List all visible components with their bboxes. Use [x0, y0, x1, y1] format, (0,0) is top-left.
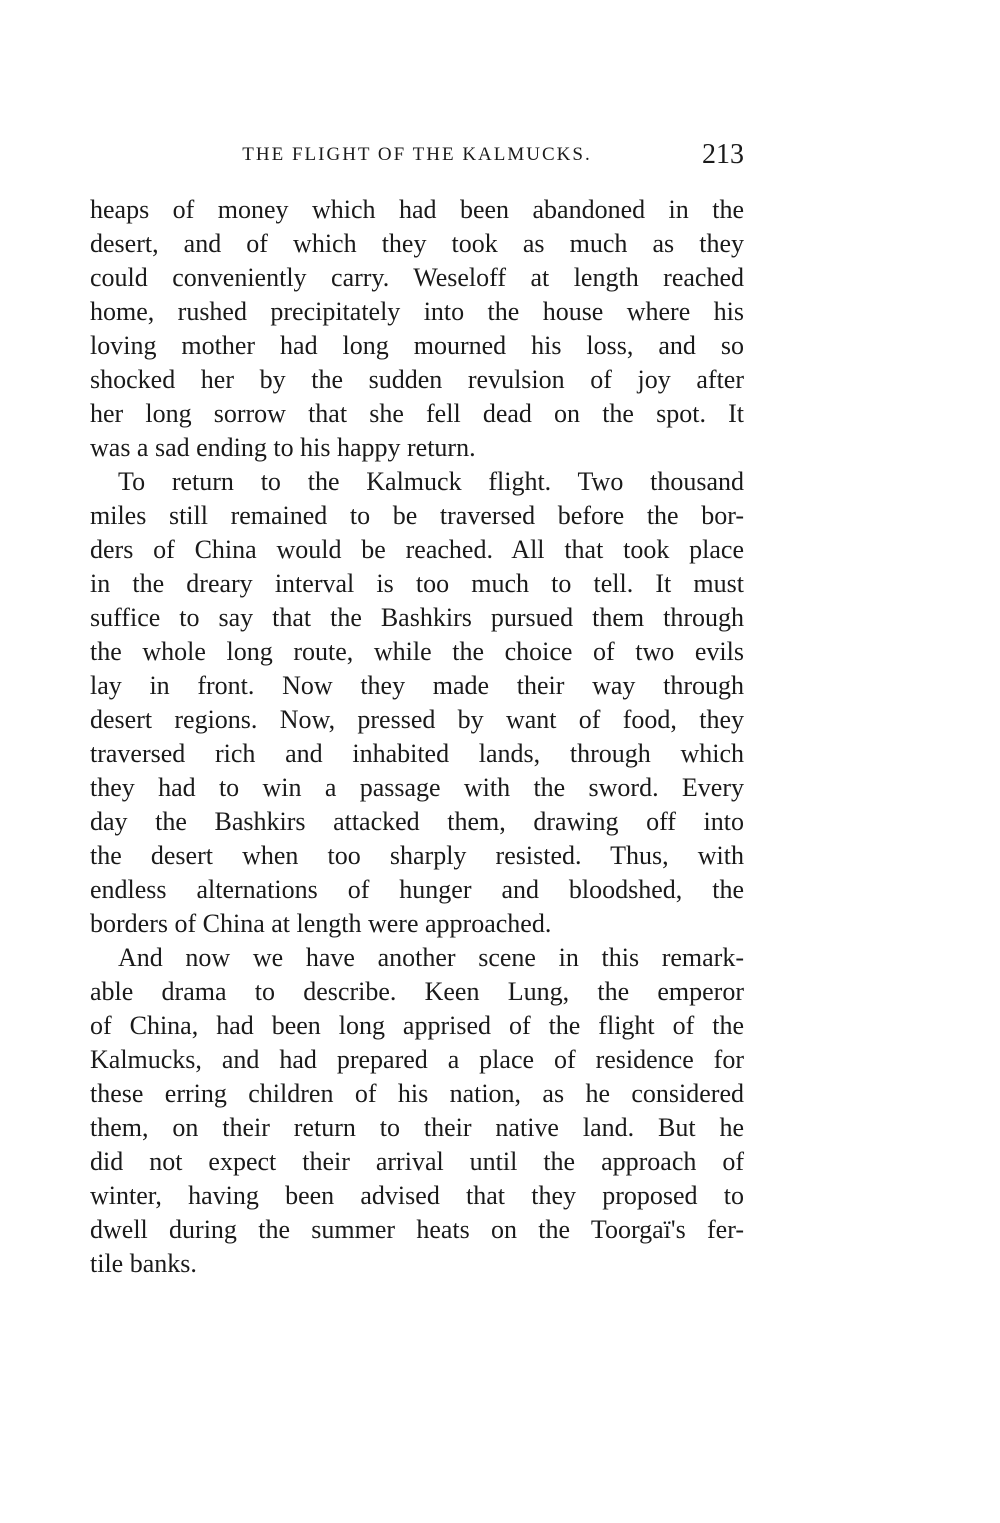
text-line: the whole long route, while the choice of two evils	[90, 637, 744, 666]
text-line: able drama to describe. Keen Lung, the emperor	[90, 977, 744, 1006]
text-line: borders of China at length were approached.	[90, 909, 552, 938]
text-line: shocked her by the sudden revulsion of joy after	[90, 365, 744, 394]
paragraph-2	[90, 465, 744, 941]
text-line: could conveniently carry. Wesel​off at length reached	[90, 263, 744, 292]
text-line: desert, and of which they took as much as they	[90, 229, 744, 258]
text-line: home, rushed precipitately into the house where his	[90, 297, 744, 326]
text-line: the desert when too sharply resisted. Thus, with	[90, 841, 744, 870]
text-line: in the dreary interval is too much to tell. It must	[90, 569, 744, 598]
text-line: desert regions. Now, pressed by want of food, they	[90, 705, 744, 734]
text-line: heaps of money which had been abandoned in the	[90, 195, 744, 224]
text-line: loving mother had long mourned his loss, and so	[90, 331, 744, 360]
text-line: suffice to say that the Bashkirs pursued them through	[90, 603, 744, 632]
text-line: Kalmucks, and had prepared a place of residence for	[90, 1045, 744, 1074]
text-line: winter, having been advised that they proposed to	[90, 1181, 744, 1210]
text-line: of China, had been long apprised of the flight of the	[90, 1011, 744, 1040]
text-line: day the Bashkirs attacked them, drawing off into	[90, 807, 744, 836]
body-text	[90, 193, 744, 1281]
text-line: did not expect their arrival until the approach of	[90, 1147, 744, 1176]
text-line: lay in front. Now they made their way through	[90, 671, 744, 700]
paragraph-1	[90, 193, 744, 465]
text-line: them, on their return to their native land. But he	[90, 1113, 744, 1142]
text-line: dwell during the summer heats on the Toorgaï's fer-	[90, 1215, 744, 1244]
text-line: endless alternations of hunger and bloodshed, the	[90, 875, 744, 904]
text-line: her long sorrow that she fell dead on the spot. It	[90, 399, 744, 428]
page-number: 213	[702, 139, 744, 170]
text-line: was a sad ending to his happy return.	[90, 433, 476, 462]
text-line: tile banks.	[90, 1249, 197, 1278]
text-line: And now we have another scene in this remark-	[118, 943, 744, 972]
text-line: To return to the Kalmuck flight. Two thousand	[118, 467, 744, 496]
running-title: THE FLIGHT OF THE KALMUCKS.	[242, 144, 592, 165]
text-line: miles still remained to be traversed before the bor-	[90, 501, 744, 530]
text-line: ders of China would be reached. All that took place	[90, 535, 744, 564]
running-head	[90, 138, 744, 172]
text-line: they had to win a passage with the sword. Every	[90, 773, 744, 802]
text-line: these erring children of his nation, as he considered	[90, 1079, 744, 1108]
paragraph-3	[90, 941, 744, 1281]
text-line: traversed rich and inhabited lands, through which	[90, 739, 744, 768]
